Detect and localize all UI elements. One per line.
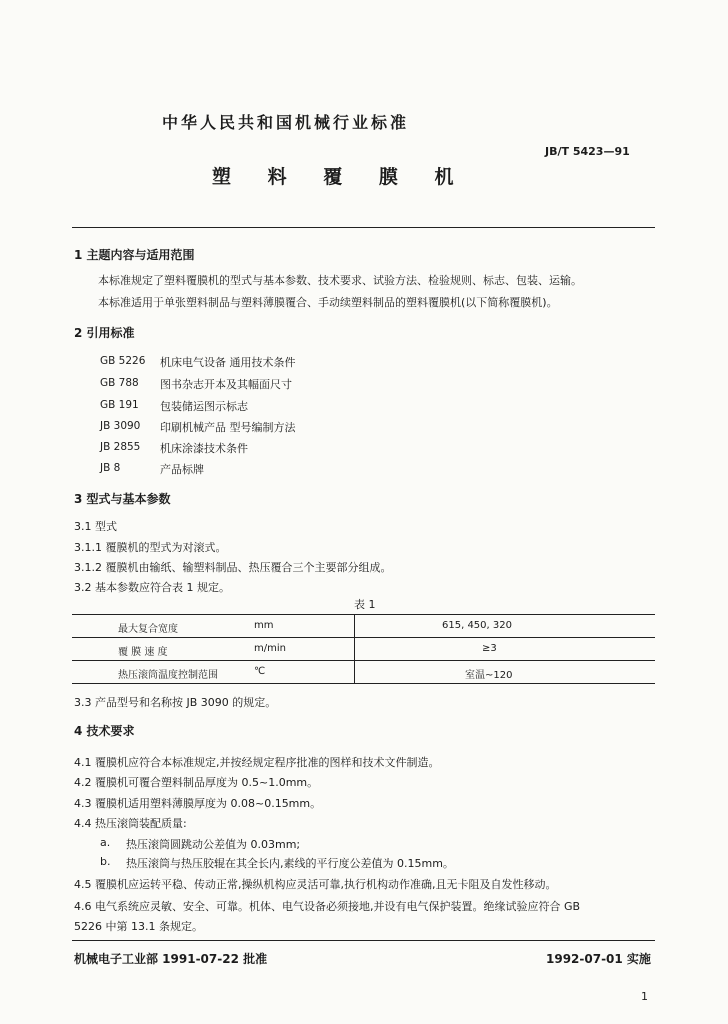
clause-4-4-a: 热压滚筒圆跳动公差值为 0.03mm; xyxy=(126,838,301,851)
table-top-rule xyxy=(72,614,655,615)
page-number: 1 xyxy=(641,990,648,1003)
approval-date: 机械电子工业部 1991-07-22 批准 xyxy=(74,952,268,966)
table-cell-value: 615, 450, 320 xyxy=(442,620,512,631)
clause-4-4-b: 热压滚筒与热压胶辊在其全长内,素线的平行度公差值为 0.15mm。 xyxy=(126,857,454,870)
list-label-b: b. xyxy=(100,855,111,868)
table-bottom-rule xyxy=(72,683,655,684)
reference-code: GB 5226 xyxy=(100,355,146,367)
reference-code: JB 8 xyxy=(100,462,121,474)
clause-3-1-2: 3.1.2 覆膜机由输纸、输塑料制品、热压覆合三个主要部分组成。 xyxy=(74,561,392,574)
table-column-divider xyxy=(354,614,355,684)
table-cell-param: 热压滚筒温度控制范围 xyxy=(118,670,218,681)
reference-code: GB 788 xyxy=(100,377,139,389)
table-cell-unit: mm xyxy=(254,620,274,631)
clause-4-6-line-2: 5226 中第 13.1 条规定。 xyxy=(74,920,203,933)
reference-name: 机床电气设备 通用技术条件 xyxy=(160,356,296,369)
reference-code: GB 191 xyxy=(100,399,139,411)
section-1-paragraph-2: 本标准适用于单张塑料制品与塑料薄膜覆合、手动续塑料制品的塑料覆膜机(以下简称覆膜机)。 xyxy=(98,296,558,309)
section-2-heading: 2 引用标准 xyxy=(74,326,135,340)
header-rule xyxy=(72,227,655,228)
table-cell-param: 覆 膜 速 度 xyxy=(118,647,168,658)
footer-rule xyxy=(72,940,655,941)
clause-3-1: 3.1 型式 xyxy=(74,520,117,533)
table-cell-unit: m/min xyxy=(254,643,286,654)
list-label-a: a. xyxy=(100,836,111,849)
clause-4-4: 4.4 热压滚筒装配质量: xyxy=(74,817,187,830)
clause-4-1: 4.1 覆膜机应符合本标准规定,并按经规定程序批准的图样和技术文件制造。 xyxy=(74,756,440,769)
reference-name: 机床涂漆技术条件 xyxy=(160,442,248,455)
reference-name: 印刷机械产品 型号编制方法 xyxy=(160,421,296,434)
table-row-divider xyxy=(72,660,655,661)
parameter-table xyxy=(72,614,655,684)
clause-4-2: 4.2 覆膜机可覆合塑料制品厚度为 0.5~1.0mm。 xyxy=(74,776,319,789)
clause-3-1-1: 3.1.1 覆膜机的型式为对滚式。 xyxy=(74,541,227,554)
implementation-date: 1992-07-01 实施 xyxy=(546,952,651,966)
table-cell-param: 最大复合宽度 xyxy=(118,624,178,635)
clause-4-3: 4.3 覆膜机适用塑料薄膜厚度为 0.08~0.15mm。 xyxy=(74,797,322,810)
section-1-paragraph-1: 本标准规定了塑料覆膜机的型式与基本参数、技术要求、试验方法、检验规则、标志、包装、运输。 xyxy=(98,274,582,287)
document-title: 塑 料 覆 膜 机 xyxy=(212,166,469,188)
section-3-heading: 3 型式与基本参数 xyxy=(74,492,171,506)
reference-name: 包装储运图示标志 xyxy=(160,400,248,413)
reference-code: JB 3090 xyxy=(100,420,141,432)
clause-4-6-line-1: 4.6 电气系统应灵敏、安全、可靠。机体、电气设备必须接地,并设有电气保护装置。绝缘试验应符合 GB xyxy=(74,900,581,913)
section-4-heading: 4 技术要求 xyxy=(74,724,135,738)
reference-code: JB 2855 xyxy=(100,441,141,453)
table-row-divider xyxy=(72,637,655,638)
standard-code: JB/T 5423—91 xyxy=(545,145,630,158)
table-cell-value: ≥3 xyxy=(482,643,497,654)
table-cell-unit: ℃ xyxy=(254,666,266,677)
section-1-heading: 1 主题内容与适用范围 xyxy=(74,248,195,262)
clause-4-5: 4.5 覆膜机应运转平稳、传动正常,操纵机构应灵活可靠,执行机构动作准确,且无卡阻及自发性移动。 xyxy=(74,878,557,891)
standard-org-title: 中华人民共和国机械行业标准 xyxy=(162,113,410,132)
reference-name: 产品标牌 xyxy=(160,463,204,476)
clause-3-3: 3.3 产品型号和名称按 JB 3090 的规定。 xyxy=(74,696,277,709)
reference-name: 图书杂志开本及其幅面尺寸 xyxy=(160,378,292,391)
clause-3-2: 3.2 基本参数应符合表 1 规定。 xyxy=(74,581,230,594)
table-caption: 表 1 xyxy=(354,598,376,611)
table-cell-value: 室温~120 xyxy=(465,670,513,681)
